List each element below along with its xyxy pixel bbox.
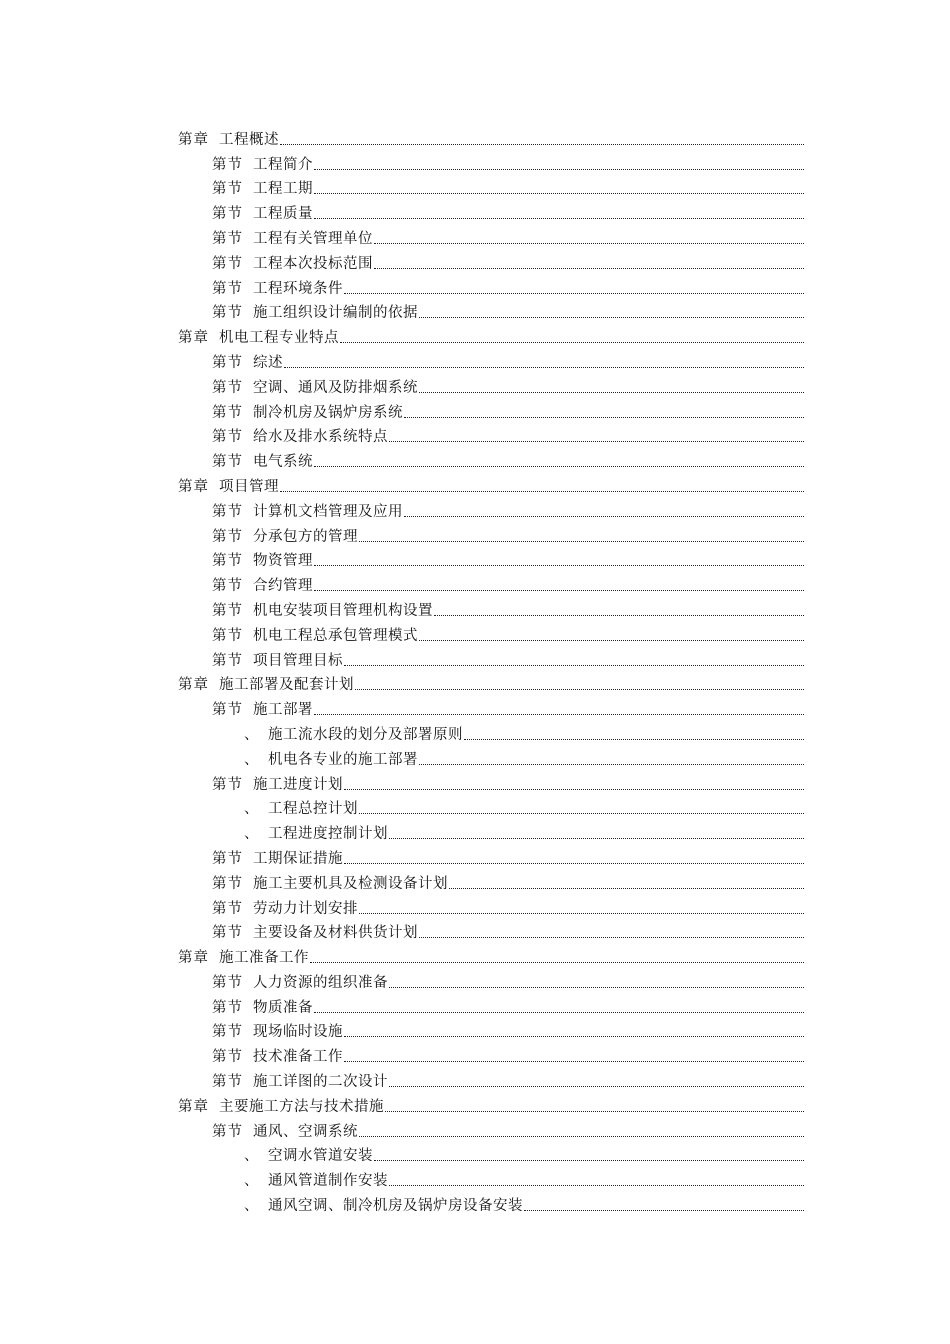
toc-entry-prefix: 第节 bbox=[212, 776, 243, 793]
toc-entry-prefix: 第节 bbox=[212, 454, 243, 471]
toc-entry-prefix: 第节 bbox=[212, 156, 243, 173]
toc-entry-title: 现场临时设施 bbox=[253, 1024, 343, 1041]
toc-entry-title: 分承包方的管理 bbox=[253, 528, 358, 545]
toc-dot-leader bbox=[344, 862, 804, 864]
toc-entry-prefix: 第节 bbox=[212, 255, 243, 272]
toc-entry-prefix: 、 bbox=[244, 1148, 259, 1165]
toc-entry-prefix: 第节 bbox=[212, 1049, 243, 1066]
toc-entry-prefix: 第节 bbox=[212, 627, 243, 644]
toc-entry-prefix: 、 bbox=[244, 1198, 259, 1215]
toc-dot-leader bbox=[389, 1085, 804, 1087]
toc-dot-leader bbox=[404, 416, 804, 418]
toc-entry-title: 电气系统 bbox=[253, 454, 313, 471]
toc-entry-title: 施工进度计划 bbox=[253, 776, 343, 793]
toc-dot-leader bbox=[434, 614, 804, 616]
toc-dot-leader bbox=[284, 366, 804, 368]
toc-section-entry[interactable] bbox=[178, 769, 804, 794]
toc-entry-title: 主要设备及材料供货计划 bbox=[253, 925, 418, 942]
toc-section-entry[interactable] bbox=[178, 1116, 804, 1141]
toc-chapter-entry[interactable] bbox=[178, 124, 804, 149]
toc-section-entry[interactable] bbox=[178, 918, 804, 943]
toc-dot-leader bbox=[344, 1060, 804, 1062]
toc-entry-title: 施工部署及配套计划 bbox=[219, 677, 354, 694]
toc-entry-prefix: 第章 bbox=[178, 950, 209, 967]
toc-entry-title: 主要施工方法与技术措施 bbox=[219, 1098, 384, 1115]
toc-chapter-entry[interactable] bbox=[178, 471, 804, 496]
toc-entry-title: 项目管理 bbox=[219, 478, 279, 495]
toc-entry-title: 机电各专业的施工部署 bbox=[268, 751, 418, 768]
toc-entry-title: 合约管理 bbox=[253, 578, 313, 595]
toc-entry-prefix: 第节 bbox=[212, 925, 243, 942]
toc-dot-leader bbox=[344, 292, 804, 294]
toc-section-entry[interactable] bbox=[178, 694, 804, 719]
toc-entry-prefix: 第节 bbox=[212, 1024, 243, 1041]
toc-subsection-entry[interactable] bbox=[178, 744, 804, 769]
toc-entry-prefix: 第节 bbox=[212, 702, 243, 719]
toc-entry-prefix: 第节 bbox=[212, 900, 243, 917]
toc-entry-title: 技术准备工作 bbox=[253, 1049, 343, 1066]
toc-entry-prefix: 第节 bbox=[212, 379, 243, 396]
toc-section-entry[interactable] bbox=[178, 149, 804, 174]
toc-entry-prefix: 第节 bbox=[212, 578, 243, 595]
toc-section-entry[interactable] bbox=[178, 174, 804, 199]
toc-entry-prefix: 第章 bbox=[178, 131, 209, 148]
toc-section-entry[interactable] bbox=[178, 298, 804, 323]
toc-entry-prefix: 第节 bbox=[212, 1074, 243, 1091]
toc-entry-title: 制冷机房及锅炉房系统 bbox=[253, 404, 403, 421]
toc-entry-title: 工程总控计划 bbox=[268, 801, 358, 818]
toc-section-entry[interactable] bbox=[178, 992, 804, 1017]
toc-entry-prefix: 、 bbox=[244, 826, 259, 843]
toc-entry-prefix: 第节 bbox=[212, 850, 243, 867]
toc-entry-prefix: 第章 bbox=[178, 677, 209, 694]
toc-entry-title: 物资管理 bbox=[253, 553, 313, 570]
toc-dot-leader bbox=[449, 887, 804, 889]
toc-dot-leader bbox=[314, 1011, 804, 1013]
toc-entry-title: 施工组织设计编制的依据 bbox=[253, 305, 418, 322]
toc-dot-leader bbox=[374, 242, 804, 244]
toc-section-entry[interactable] bbox=[178, 1041, 804, 1066]
toc-dot-leader bbox=[419, 639, 804, 641]
toc-entry-title: 计算机文档管理及应用 bbox=[253, 503, 403, 520]
toc-dot-leader bbox=[314, 589, 804, 591]
toc-section-entry[interactable] bbox=[178, 843, 804, 868]
toc-dot-leader bbox=[389, 837, 804, 839]
toc-entry-prefix: 第章 bbox=[178, 1098, 209, 1115]
toc-dot-leader bbox=[419, 763, 804, 765]
toc-dot-leader bbox=[314, 564, 804, 566]
toc-entry-prefix: 第节 bbox=[212, 305, 243, 322]
toc-dot-leader bbox=[359, 912, 804, 914]
toc-dot-leader bbox=[314, 217, 804, 219]
toc-section-entry[interactable] bbox=[178, 521, 804, 546]
toc-subsection-entry[interactable] bbox=[178, 794, 804, 819]
toc-entry-title: 工程进度控制计划 bbox=[268, 826, 388, 843]
toc-dot-leader bbox=[419, 316, 804, 318]
toc-section-entry[interactable] bbox=[178, 595, 804, 620]
toc-dot-leader bbox=[464, 738, 804, 740]
toc-entry-prefix: 第节 bbox=[212, 429, 243, 446]
toc-dot-leader bbox=[389, 1184, 804, 1186]
toc-entry-prefix: 第节 bbox=[212, 974, 243, 991]
toc-entry-title: 工程本次投标范围 bbox=[253, 255, 373, 272]
toc-entry-title: 工程工期 bbox=[253, 181, 313, 198]
toc-dot-leader bbox=[344, 788, 804, 790]
toc-section-entry[interactable] bbox=[178, 223, 804, 248]
toc-dot-leader bbox=[344, 664, 804, 666]
toc-section-entry[interactable] bbox=[178, 893, 804, 918]
toc-dot-leader bbox=[385, 1110, 804, 1112]
toc-dot-leader bbox=[310, 961, 804, 963]
toc-entry-title: 空调、通风及防排烟系统 bbox=[253, 379, 418, 396]
toc-entry-title: 施工部署 bbox=[253, 702, 313, 719]
toc-section-entry[interactable] bbox=[178, 347, 804, 372]
toc-subsection-entry[interactable] bbox=[178, 1190, 804, 1215]
toc-dot-leader bbox=[359, 812, 804, 814]
toc-dot-leader bbox=[419, 391, 804, 393]
toc-entry-prefix: 第章 bbox=[178, 330, 209, 347]
toc-dot-leader bbox=[374, 267, 804, 269]
toc-dot-leader bbox=[314, 465, 804, 467]
toc-section-entry[interactable] bbox=[178, 546, 804, 571]
toc-subsection-entry[interactable] bbox=[178, 719, 804, 744]
toc-entry-title: 施工主要机具及检测设备计划 bbox=[253, 875, 448, 892]
toc-entry-title: 工程质量 bbox=[253, 206, 313, 223]
toc-entry-title: 给水及排水系统特点 bbox=[253, 429, 388, 446]
toc-entry-title: 通风、空调系统 bbox=[253, 1123, 358, 1140]
toc-section-entry[interactable] bbox=[178, 620, 804, 645]
toc-entry-prefix: 第节 bbox=[212, 553, 243, 570]
toc-subsection-entry[interactable] bbox=[178, 1165, 804, 1190]
toc-entry-title: 通风空调、制冷机房及锅炉房设备安装 bbox=[268, 1198, 523, 1215]
toc-section-entry[interactable] bbox=[178, 496, 804, 521]
toc-section-entry[interactable] bbox=[178, 248, 804, 273]
toc-entry-prefix: 、 bbox=[244, 1173, 259, 1190]
toc-entry-prefix: 第节 bbox=[212, 230, 243, 247]
toc-entry-prefix: 第章 bbox=[178, 478, 209, 495]
toc-chapter-entry[interactable] bbox=[178, 670, 804, 695]
toc-section-entry[interactable] bbox=[178, 372, 804, 397]
toc-dot-leader bbox=[344, 1035, 804, 1037]
toc-dot-leader bbox=[314, 168, 804, 170]
toc-section-entry[interactable] bbox=[178, 645, 804, 670]
toc-dot-leader bbox=[359, 1135, 804, 1137]
toc-entry-prefix: 第节 bbox=[212, 404, 243, 421]
table-of-contents bbox=[178, 124, 804, 1215]
toc-subsection-entry[interactable] bbox=[178, 1141, 804, 1166]
toc-entry-title: 工期保证措施 bbox=[253, 850, 343, 867]
toc-dot-leader bbox=[389, 440, 804, 442]
toc-dot-leader bbox=[355, 688, 804, 690]
toc-entry-prefix: 、 bbox=[244, 801, 259, 818]
toc-chapter-entry[interactable] bbox=[178, 322, 804, 347]
toc-entry-prefix: 第节 bbox=[212, 280, 243, 297]
toc-entry-title: 空调水管道安装 bbox=[268, 1148, 373, 1165]
toc-entry-prefix: 第节 bbox=[212, 206, 243, 223]
toc-dot-leader bbox=[404, 515, 804, 517]
toc-subsection-entry[interactable] bbox=[178, 818, 804, 843]
toc-section-entry[interactable] bbox=[178, 422, 804, 447]
toc-section-entry[interactable] bbox=[178, 868, 804, 893]
toc-chapter-entry[interactable] bbox=[178, 1091, 804, 1116]
toc-dot-leader bbox=[314, 713, 804, 715]
toc-entry-title: 人力资源的组织准备 bbox=[253, 974, 388, 991]
toc-entry-title: 工程概述 bbox=[219, 131, 279, 148]
toc-section-entry[interactable] bbox=[178, 446, 804, 471]
toc-entry-prefix: 第节 bbox=[212, 503, 243, 520]
toc-entry-title: 机电工程专业特点 bbox=[219, 330, 339, 347]
toc-entry-prefix: 、 bbox=[244, 726, 259, 743]
toc-entry-prefix: 第节 bbox=[212, 652, 243, 669]
toc-entry-title: 施工详图的二次设计 bbox=[253, 1074, 388, 1091]
toc-dot-leader bbox=[389, 986, 804, 988]
toc-dot-leader bbox=[524, 1209, 804, 1211]
toc-section-entry[interactable] bbox=[178, 397, 804, 422]
toc-entry-title: 劳动力计划安排 bbox=[253, 900, 358, 917]
toc-entry-title: 通风管道制作安装 bbox=[268, 1173, 388, 1190]
toc-chapter-entry[interactable] bbox=[178, 942, 804, 967]
toc-dot-leader bbox=[280, 490, 804, 492]
toc-dot-leader bbox=[340, 341, 804, 343]
toc-dot-leader bbox=[280, 143, 804, 145]
toc-entry-title: 工程简介 bbox=[253, 156, 313, 173]
toc-dot-leader bbox=[359, 540, 804, 542]
toc-dot-leader bbox=[419, 936, 804, 938]
toc-section-entry[interactable] bbox=[178, 967, 804, 992]
toc-dot-leader bbox=[314, 192, 804, 194]
toc-section-entry[interactable] bbox=[178, 273, 804, 298]
toc-entry-title: 机电安装项目管理机构设置 bbox=[253, 602, 433, 619]
toc-entry-prefix: 第节 bbox=[212, 602, 243, 619]
toc-entry-prefix: 、 bbox=[244, 751, 259, 768]
toc-entry-prefix: 第节 bbox=[212, 875, 243, 892]
toc-section-entry[interactable] bbox=[178, 198, 804, 223]
toc-entry-title: 物质准备 bbox=[253, 999, 313, 1016]
toc-entry-title: 施工流水段的划分及部署原则 bbox=[268, 726, 463, 743]
toc-entry-title: 施工准备工作 bbox=[219, 950, 309, 967]
toc-entry-title: 项目管理目标 bbox=[253, 652, 343, 669]
toc-entry-prefix: 第节 bbox=[212, 528, 243, 545]
toc-entry-prefix: 第节 bbox=[212, 354, 243, 371]
toc-entry-title: 工程有关管理单位 bbox=[253, 230, 373, 247]
toc-entry-prefix: 第节 bbox=[212, 1123, 243, 1140]
toc-section-entry[interactable] bbox=[178, 570, 804, 595]
toc-entry-title: 综述 bbox=[253, 354, 283, 371]
toc-entry-title: 机电工程总承包管理模式 bbox=[253, 627, 418, 644]
toc-dot-leader bbox=[374, 1159, 804, 1161]
toc-entry-title: 工程环境条件 bbox=[253, 280, 343, 297]
toc-section-entry[interactable] bbox=[178, 1066, 804, 1091]
toc-entry-prefix: 第节 bbox=[212, 181, 243, 198]
toc-entry-prefix: 第节 bbox=[212, 999, 243, 1016]
toc-section-entry[interactable] bbox=[178, 1017, 804, 1042]
